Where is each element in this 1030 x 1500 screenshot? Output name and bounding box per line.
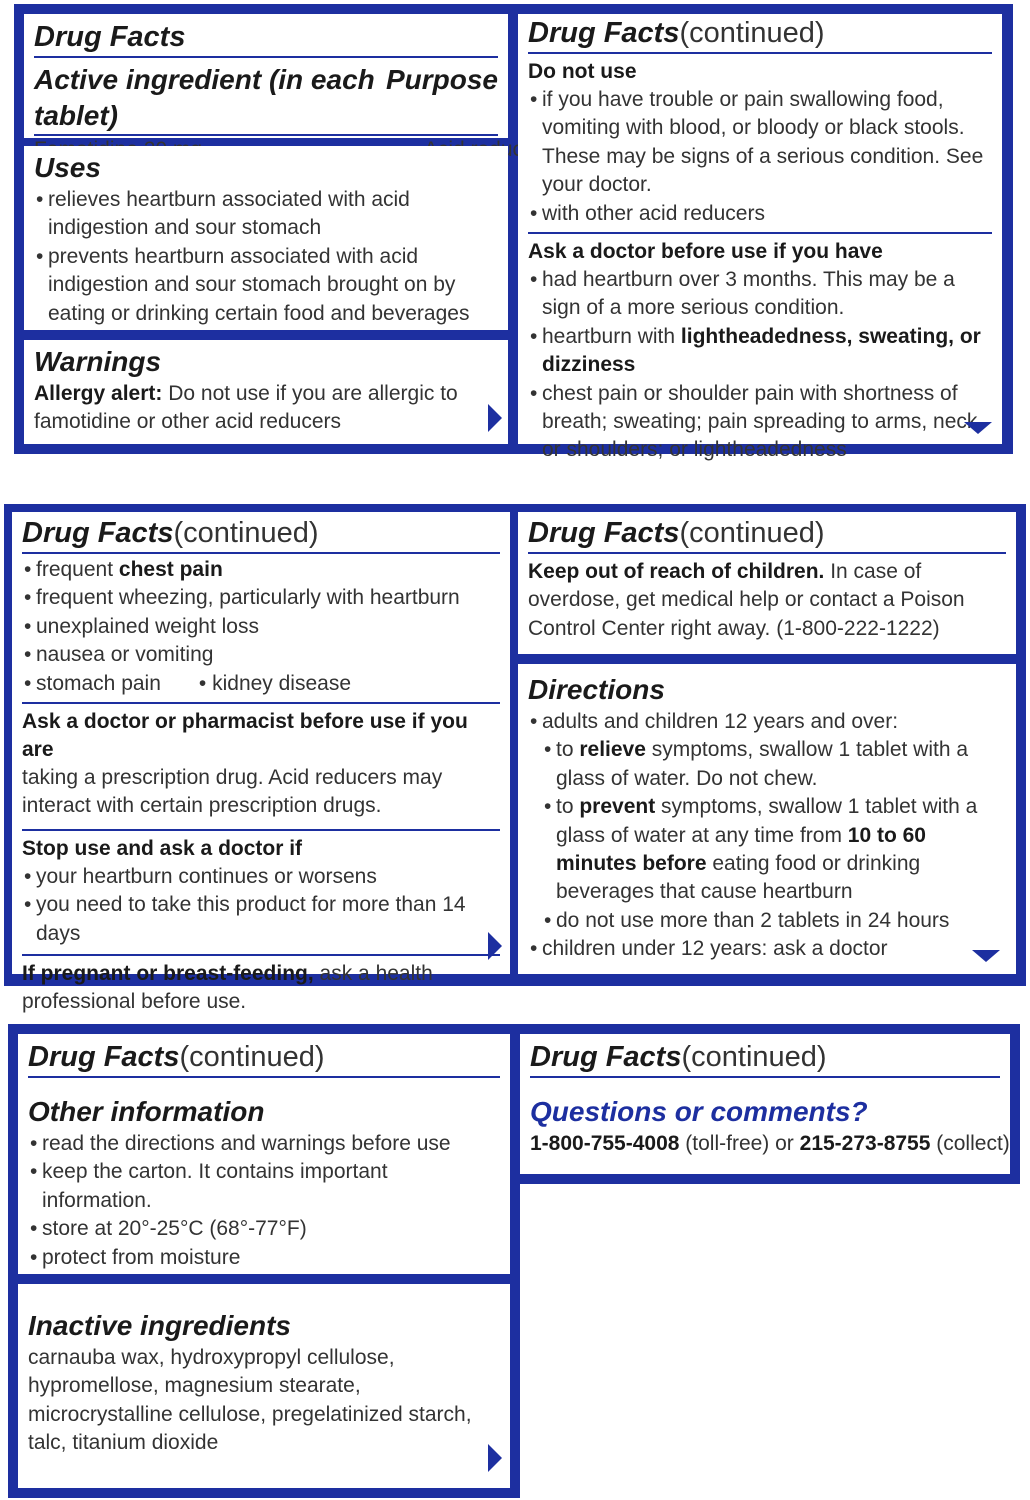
stop-use-section [22,829,500,948]
list-item: • frequent wheezing, particularly with heartburn [22,584,500,612]
list-item: • protect from moisture [28,1244,500,1272]
list-item: • store at 20°-25°C (68°-77°F) [28,1215,500,1243]
list-item: • adults and children 12 years and over: [528,708,1006,736]
ask-doctor-heading: Ask a doctor before use if you have [528,240,883,264]
panel-keep-out [518,512,1016,654]
phone-collect[interactable]: 215-273-8755 [799,1132,931,1155]
keep-out-text: Keep out of reach of children. In case of overdose, get medical help or contact a Poison Control Center right away. (1-800-222-1222) [528,560,965,640]
list-item: • your heartburn continues or worsens [22,863,500,891]
drug-facts-continued-title: Drug Facts(continued) [28,1034,500,1078]
list-item: • nausea or vomiting [22,641,500,669]
drug-facts-continued-title: Drug Facts(continued) [530,1034,1000,1078]
pregnancy-text: If pregnant or breast-feeding, ask a health professional before use. [22,962,433,1014]
list-item: • chest pain or shoulder pain with shortness of breath; sweating; pain spreading to arms, neck or shoulders; or lightheadedness [528,380,992,465]
phone-numbers: 1-800-755-4008 (toll-free) or 215-273-8755 (collect) [530,1132,1010,1155]
down-arrow-icon[interactable] [972,950,1000,962]
list-item: • stomach pain • kidney disease [22,670,500,698]
ask-doctor-list [528,266,992,465]
list-item: • had heartburn over 3 months. This may be a sign of a more serious condition. [528,266,992,323]
pharmacist-text: taking a prescription drug. Acid reducers may interact with certain prescription drugs. [22,766,443,818]
list-item: • unexplained weight loss [22,613,500,641]
panel-warnings-continued [12,512,510,1014]
active-heading-row [34,62,498,136]
next-arrow-icon[interactable] [488,932,502,960]
allergy-alert [34,380,474,437]
panel-warnings [24,340,508,444]
list-item: • do not use more than 2 tablets in 24 hours [542,907,1006,935]
list-item: • prevents heartburn associated with acid indigestion and sour stomach brought on by eating or drinking certain food and beverages [34,243,498,328]
list-item: • to relieve symptoms, swallow 1 tablet with a glass of water. Do not chew. [542,736,1006,793]
panel-active-ingredient [24,14,508,138]
list-item: • frequent chest pain [22,556,500,584]
inactive-text: carnauba wax, hydroxypropyl cellulose, hypromellose, magnesium stearate, microcrystalline cellulose, pregelatinized starch, talc, titanium dioxide [28,1346,472,1455]
allergy-label: Allergy alert: [34,382,163,405]
list-item: • if you have trouble or pain swallowing food, vomiting with blood, or bloody or black stools. These may be signs of a serious condition. See your doctor. [528,86,992,200]
do-not-use-list [528,86,992,228]
drug-facts-continued-title: Drug Facts(continued) [528,512,1006,554]
directions-heading: Directions [528,674,665,705]
pharmacist-heading: Ask a doctor or pharmacist before use if you are [22,710,468,762]
uses-heading: Uses [34,152,101,183]
list-item: • heartburn with lightheadedness, sweating, or dizziness [528,323,992,380]
uses-list [34,186,498,328]
warnings-heading: Warnings [34,346,162,377]
next-arrow-icon[interactable] [488,1444,502,1472]
list-item: • you need to take this product for more than 14 days [22,891,500,948]
purpose-heading: Purpose [385,64,498,95]
panel-questions [520,1034,1010,1174]
pharmacist-section [22,702,500,821]
panel-inactive [18,1284,510,1488]
stop-use-list [22,863,500,948]
down-arrow-icon[interactable] [964,422,992,434]
conditions-list [22,556,500,698]
ask-doctor-section [528,232,992,465]
panel-directions [518,664,1016,974]
questions-heading: Questions or comments? [530,1096,868,1127]
list-item: • to prevent symptoms, swallow 1 tablet with a glass of water at any time from 10 to 60 minutes before eating food or drinking beverages that cause heartburn [542,793,1006,907]
allergy-text: Do not use if you are allergic to famotidine or other acid reducers [34,382,458,434]
do-not-use-heading: Do not use [528,60,637,83]
drug-facts-continued-title: Drug Facts(continued) [528,14,992,54]
panel-do-not-use [518,14,1002,462]
list-item: • keep the carton. It contains important information. [28,1158,500,1215]
inactive-heading: Inactive ingredients [28,1310,291,1341]
list-item: • with other acid reducers [528,200,992,228]
directions-sublist [528,736,1006,935]
list-item: • read the directions and warnings before use [28,1130,500,1158]
list-item: • relieves heartburn associated with acid indigestion and sour stomach [34,186,498,243]
drug-facts-title: Drug Facts [34,14,498,58]
directions-children [528,935,1006,963]
other-info-list [28,1130,500,1272]
directions-list [528,708,1006,736]
phone-tollfree[interactable]: 1-800-755-4008 [530,1132,680,1155]
panel-uses [24,146,508,330]
stop-use-heading: Stop use and ask a doctor if [22,836,303,860]
list-item: • children under 12 years: ask a doctor [528,935,1006,963]
panel-other-info [18,1034,510,1274]
next-arrow-icon[interactable] [488,404,502,432]
active-ingredient-heading: Active ingredient (in each tablet) [34,64,375,131]
drug-facts-continued-title: Drug Facts(continued) [22,512,500,554]
pregnancy-section [22,954,500,1017]
other-info-heading: Other information [28,1096,265,1127]
